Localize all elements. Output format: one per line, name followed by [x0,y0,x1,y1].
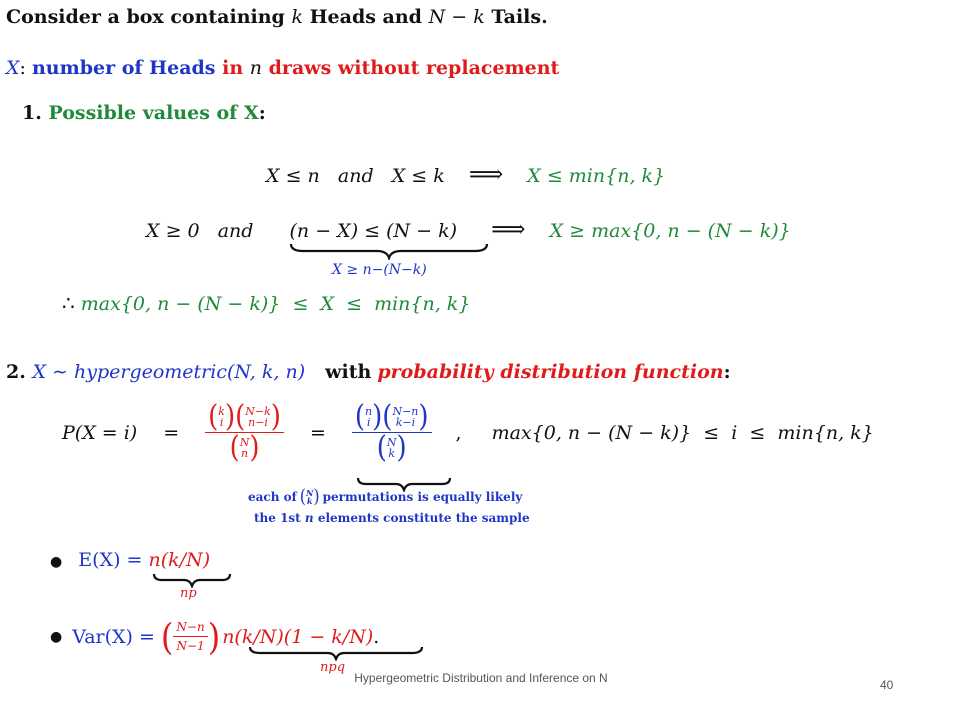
pmf-fraction-2: ( n i ) ( N−n k−i ) ( N k ) [352,404,432,461]
item-1-heading: 1. Possible values of X: [22,102,266,124]
slide-heading: Consider a box containing k Heads and N − k Tails. [6,6,548,28]
variance-label: npq [320,660,346,675]
item-2-heading: 2. X ∼ hypergeometric(N, k, n) with probability distribution function: [6,361,731,383]
expectation-formula: ● E(X) = n(k/N) [50,549,211,571]
permutation-note: each of ( N k ) permutations is equally likely [248,485,523,508]
pmf-formula: P(X = i) = ( k i ) ( N−k n−i ) ( N n ) = ( n i ) ( N−n k−i ) ( N k ) , max{0, n − (N − k)} ≤ i ≤ min{n, k} [62,399,874,466]
underbrace-label-1: X ≥ n−(N−k) [332,262,427,278]
variance-formula: ● Var(X) = ( $\frac{N-n}{N-1}$ ) n(k/N)(1 − k/N) . [50,614,380,659]
definition-line: X: number of Heads in n draws without replacement [6,57,560,79]
sample-note: the 1st n elements constitute the sample [254,511,530,525]
expectation-label: np [180,586,197,601]
underbrace-constraint [289,242,489,260]
underbrace-variance [248,645,424,661]
inequality-2: X ≥ 0 and (n − X) ≤ (N − k) ⟹ X ≥ max{0, n − (N − k)} [146,215,791,243]
page-number: 40 [880,678,894,692]
footer-title: Hypergeometric Distribution and Inference on N [354,671,608,685]
variance-correction-fraction: $\frac{N-n}{N-1}$ [173,620,207,653]
range-summary: ∴ max{0, n − (N − k)} ≤ X ≤ min{n, k} [62,291,471,315]
pmf-fraction-1: ( k i ) ( N−k n−i ) ( N n ) [205,404,284,461]
inequality-1: X ≤ n and X ≤ k ⟹ X ≤ min{n, k} [266,160,666,188]
